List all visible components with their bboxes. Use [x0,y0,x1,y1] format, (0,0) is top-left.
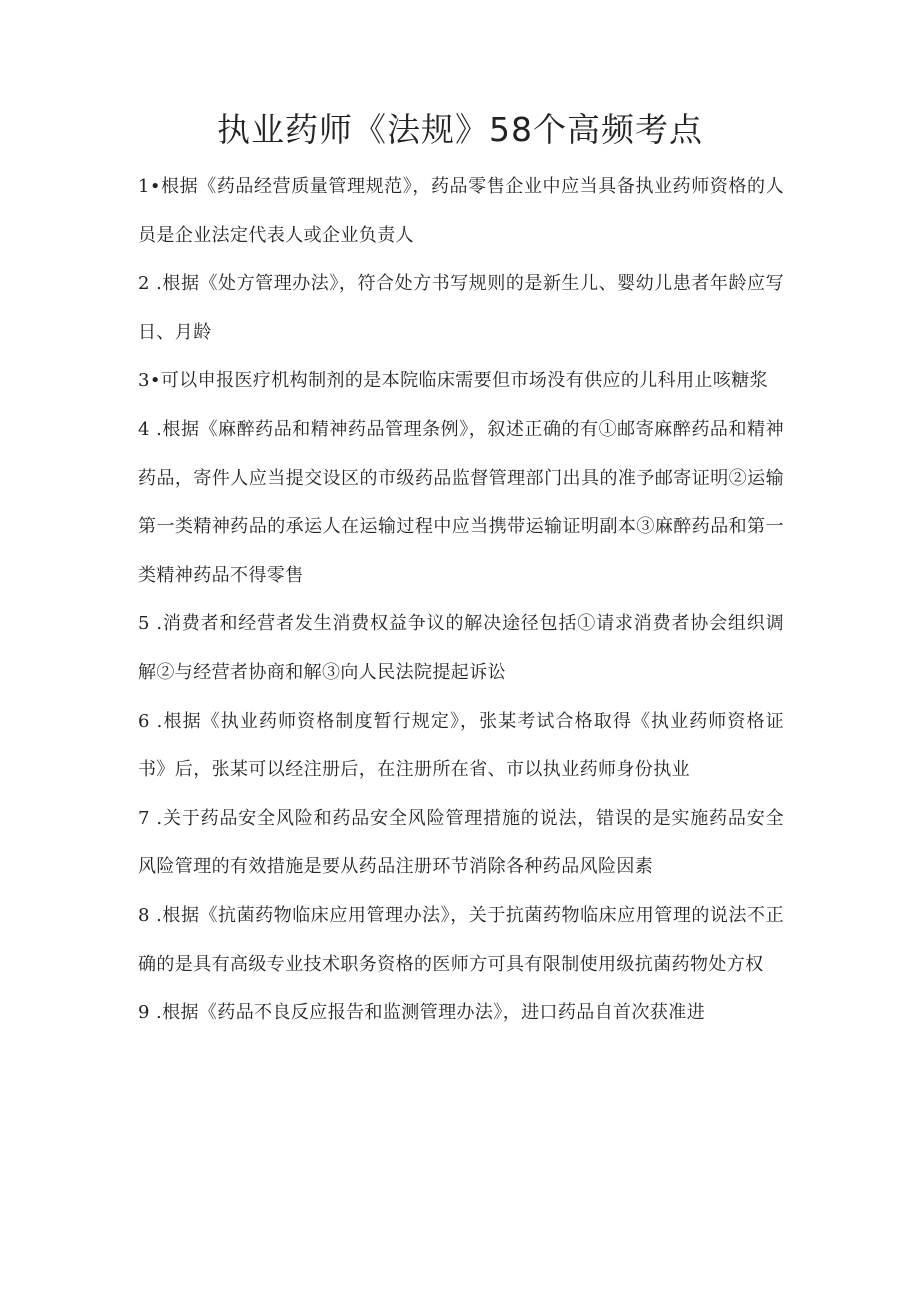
list-item-9: 9 .根据《药品不良反应报告和监测管理办法》，进口药品自首次获准进 [138,1002,706,1024]
document-title: 执业药师《法规》58个高频考点 [217,110,703,149]
document-body [138,163,784,1038]
list-item-1: 1•根据《药品经营质量管理规范》，药品零售企业中应当具备执业药师资格的人员是企业法定代表人或企业负责人 [138,176,784,246]
list-item-3: 3•可以申报医疗机构制剂的是本院临床需要但市场没有供应的儿科用止咳糖浆 [138,370,769,392]
list-item-2: 2 .根据《处方管理办法》，符合处方书写规则的是新生儿、婴幼儿患者年龄应写日、月龄 [138,273,784,343]
list-item-6: 6 .根据《执业药师资格制度暂行规定》，张某考试合格取得《执业药师资格证书》后，张某可以经注册后，在注册所在省、市以执业药师身份执业 [138,710,784,781]
list-item-8: 8 .根据《抗菌药物临床应用管理办法》，关于抗菌药物临床应用管理的说法不正确的是具有高级专业技术职务资格的医师方可具有限制使用级抗菌药物处方权 [138,904,784,975]
list-item-7: 7 .关于药品安全风险和药品安全风险管理措施的说法，错误的是实施药品安全风险管理的有效措施是要从药品注册环节消除各种药品风险因素 [138,807,784,878]
list-item-4: 4 .根据《麻醉药品和精神药品管理条例》，叙述正确的有①邮寄麻醉药品和精神药品，寄件人应当提交设区的市级药品监督管理部门出具的准予邮寄证明②运输第一类精神药品的承运人在运输过程中应当携带运输证明副本③麻醉药品和第一类精神药品不得零售 [138,418,784,586]
list-item-5: 5 .消费者和经营者发生消费权益争议的解决途径包括①请求消费者协会组织调解②与经营者协商和解③向人民法院提起诉讼 [138,613,784,683]
